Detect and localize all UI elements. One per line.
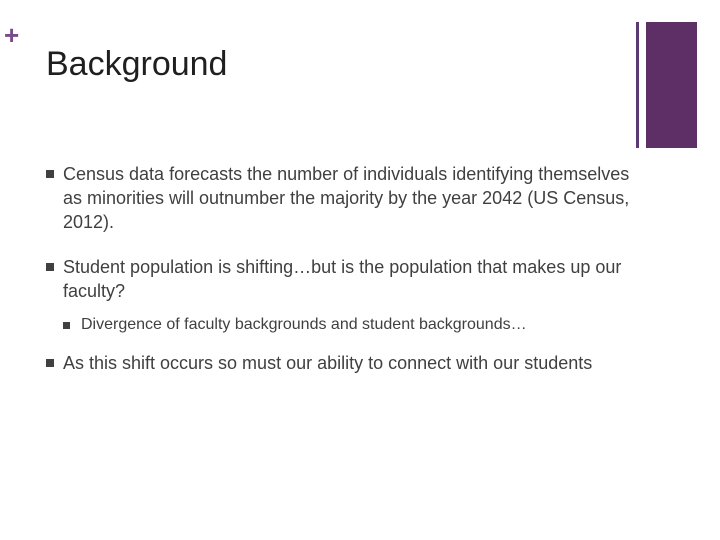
bullet-text: As this shift occurs so must our ability to connect with our students <box>63 353 593 373</box>
square-bullet-icon <box>46 359 54 367</box>
slide-title: Background <box>46 45 228 83</box>
square-bullet-icon <box>46 263 54 271</box>
decorative-bar-thick <box>646 22 697 148</box>
decorative-bar-thin <box>636 22 639 148</box>
square-bullet-icon <box>63 322 70 329</box>
bullet-text: Census data forecasts the number of individuals identifying themselves as minorities will outnumber the majority by the year 2042 (US Census, 2012). <box>63 164 630 232</box>
bullet-text: Student population is shifting…but is the population that makes up our faculty? <box>63 257 622 301</box>
bullet-item-3 <box>46 351 646 375</box>
square-bullet-icon <box>46 170 54 178</box>
bullet-item-1 <box>46 162 646 234</box>
plus-mark: + <box>4 20 20 50</box>
bullet-item-2 <box>46 255 646 303</box>
sub-bullet-item <box>63 314 646 336</box>
bullet-list <box>46 162 646 386</box>
sub-bullet-text: Divergence of faculty backgrounds and student backgrounds… <box>81 316 527 333</box>
